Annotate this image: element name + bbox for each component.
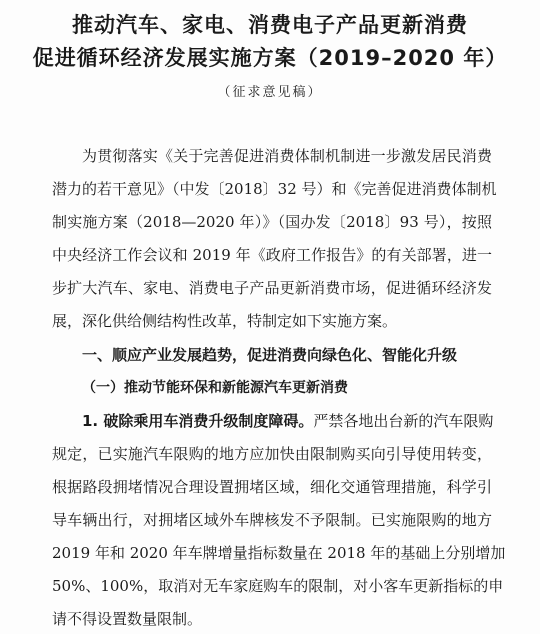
intro-line: 制实施方案（2018—2020 年）》（国办发〔2018〕93 号），按照	[52, 213, 492, 231]
item-line: 2019 年和 2020 年车牌增量指标数量在 2018 年的基础上分别增加	[52, 544, 506, 562]
intro-line: 步扩大汽车、家电、消费电子产品更新消费市场，促进循环经济发	[52, 279, 492, 297]
item-line: 规定，已实施汽车限购的地方应加快由限制购买向引导使用转变，	[52, 445, 492, 463]
document-title-line-2: 促进循环经济发展实施方案（2019–2020 年）	[32, 46, 508, 70]
intro-line: 潜力的若干意见》（中发〔2018〕32 号）和《完善促进消费体制机	[52, 180, 497, 198]
item-first-rest: 严禁各地出台新的汽车限购	[313, 412, 494, 430]
section-heading: 一、顺应产业发展趋势，促进消费向绿色化、智能化升级	[82, 346, 458, 364]
item-lead: 1. 破除乘用车消费升级制度障碍。	[82, 412, 314, 430]
intro-line: 为贯彻落实《关于完善促进消费体制机制进一步激发居民消费	[82, 147, 492, 165]
item-line: 50%、100%，取消对无车家庭购车的限制，对小客车更新指标的申	[52, 577, 504, 595]
item-line: 根据路段拥堵情况合理设置拥堵区域，细化交通管理措施，科学引	[52, 478, 492, 496]
intro-line: 中央经济工作会议和 2019 年《政府工作报告》的有关部署，进一	[52, 246, 492, 264]
subsection-heading: （一）推动节能环保和新能源汽车更新消费	[82, 380, 348, 396]
intro-line: 展，深化供给侧结构性改革，特制定如下实施方案。	[52, 312, 398, 330]
item-first-line	[82, 411, 492, 431]
item-line: 导车辆出行，对拥堵区域外车牌核发不予限制。已实施限购的地方	[52, 511, 492, 529]
document-subtitle: （征求意见稿）	[217, 85, 323, 100]
document-title-line-1: 推动汽车、家电、消费电子产品更新消费	[72, 13, 468, 37]
item-line: 请不得设置数量限制。	[52, 610, 203, 628]
